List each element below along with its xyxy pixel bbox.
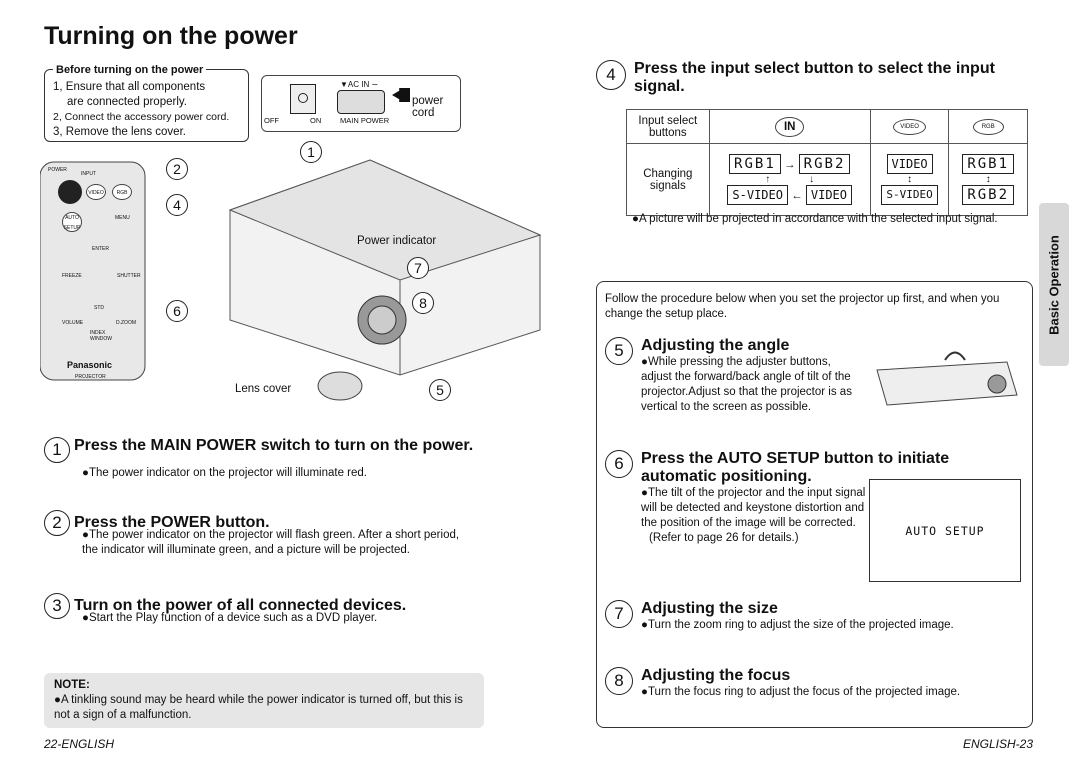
remote-auto-setup-button: AUTO SETUP bbox=[62, 212, 82, 232]
step-3 bbox=[44, 593, 474, 626]
svideo-display: S-VIDEO bbox=[727, 185, 788, 205]
remote-volume-label: VOLUME bbox=[62, 320, 84, 326]
power-indicator-label: Power indicator bbox=[357, 235, 437, 247]
angle-adjust-illustration bbox=[867, 340, 1027, 420]
step-number: 7 bbox=[605, 600, 633, 628]
page-number-right: ENGLISH-23 bbox=[962, 737, 1033, 751]
note-text: ●A tinkling sound may be heard while the power indicator is turned off, but this is not a sign of a malfunction. bbox=[54, 694, 463, 721]
step-number: 1 bbox=[44, 437, 70, 463]
step-number: 2 bbox=[44, 510, 70, 536]
step-1 bbox=[44, 437, 474, 481]
remote-menu-label: MENU bbox=[115, 215, 130, 221]
remote-enter-label: ENTER bbox=[92, 246, 109, 252]
step-7 bbox=[605, 600, 1025, 633]
step-bullet: ●The tilt of the projector and the input signal will be detected and keystone distortion and the position of the image will be corrected. bbox=[641, 487, 866, 529]
ac-inlet bbox=[337, 90, 385, 114]
step-bullet: ●The power indicator on the projector will illuminate red. bbox=[82, 467, 367, 479]
row-label: Changing signals bbox=[627, 144, 710, 216]
rgb1-display: RGB1 bbox=[729, 154, 781, 174]
step-bullet: ●Turn the zoom ring to adjust the size of the projected image. bbox=[641, 619, 954, 631]
callout-7: 7 bbox=[407, 257, 429, 279]
step-heading: Press the input select button to select the input signal. bbox=[634, 60, 995, 95]
step-number: 5 bbox=[605, 337, 633, 365]
rgb2-display: RGB2 bbox=[962, 185, 1014, 205]
power-button-icon bbox=[58, 180, 82, 204]
callout-4: 4 bbox=[166, 194, 188, 216]
step-heading: Press the MAIN POWER switch to turn on the power. bbox=[74, 437, 474, 454]
step-heading: Press the POWER button. bbox=[74, 514, 270, 531]
lens-cover-label: Lens cover bbox=[235, 383, 292, 395]
on-label: ON bbox=[310, 116, 322, 125]
note-label: NOTE: bbox=[54, 679, 90, 691]
before-item: 1, Ensure that all components bbox=[53, 81, 206, 93]
switch-rocker bbox=[290, 84, 316, 114]
before-item: 2, Connect the accessory power cord. bbox=[53, 111, 230, 123]
callout-6: 6 bbox=[166, 300, 188, 322]
step-number: 6 bbox=[605, 450, 633, 478]
step-2 bbox=[44, 510, 474, 558]
rgb-button: RGB bbox=[973, 119, 1004, 135]
step-number: 4 bbox=[596, 60, 626, 90]
step-8 bbox=[605, 667, 1025, 700]
main-power-label: MAIN POWER bbox=[340, 116, 390, 125]
side-tab-label: Basic Operation bbox=[1046, 234, 1062, 335]
remote-model-label: PROJECTOR bbox=[75, 374, 106, 380]
input-select-table: Input select buttons IN VIDEO RGB Changing signals RGB1 → RGB2 ↑ ↓ S-VIDEO ← VIDEO VIDEO ↕ S-VIDEO RGB1 ↕ RGB2 bbox=[626, 109, 1028, 216]
remote-shutter-label: SHUTTER bbox=[117, 273, 141, 279]
remote-rgb-button: RGB bbox=[112, 184, 132, 200]
step-bullet: ●While pressing the adjuster buttons, adjust the forward/back angle of tilt of the projector.Adjust so that the projector is as vertical to the screen as possible. bbox=[641, 356, 852, 413]
remote-dzoom-label: D.ZOOM bbox=[116, 320, 136, 326]
before-item: are connected properly. bbox=[67, 96, 187, 108]
main-power-switch-diagram bbox=[261, 75, 461, 132]
step-bullet: ●Start the Play function of a device such as a DVD player. bbox=[82, 612, 378, 624]
video-display: VIDEO bbox=[887, 154, 933, 174]
remote-index-window-label: INDEX WINDOW bbox=[90, 330, 112, 342]
svideo-display: S-VIDEO bbox=[881, 185, 937, 205]
auto-setup-screen: AUTO SETUP bbox=[869, 479, 1021, 582]
before-item: 3, Remove the lens cover. bbox=[53, 126, 186, 138]
remote-brand-logo: Panasonic bbox=[67, 360, 113, 370]
step-number: 3 bbox=[44, 593, 70, 619]
lens-cover-icon bbox=[318, 372, 362, 400]
step-heading: Press the AUTO SETUP button to initiate automatic positioning. bbox=[641, 450, 950, 485]
row-label: Input select buttons bbox=[627, 110, 710, 144]
step-bullet: ●Turn the focus ring to adjust the focus of the projected image. bbox=[641, 686, 961, 698]
ac-in-label: ▼AC IN ∼ bbox=[340, 80, 379, 89]
arrow-icon bbox=[392, 88, 410, 102]
intro-text: Follow the procedure below when you set the projector up first, and when you change the setup place. bbox=[605, 293, 1000, 320]
remote-freeze-label: FREEZE bbox=[62, 273, 82, 279]
video-button: VIDEO bbox=[893, 119, 926, 135]
step-4 bbox=[596, 60, 1016, 96]
remote-power-label: POWER bbox=[48, 167, 67, 173]
remote-std-label: STD bbox=[94, 305, 104, 311]
before-power-box bbox=[44, 64, 249, 142]
step-number: 8 bbox=[605, 667, 633, 695]
remote-video-button: VIDEO bbox=[86, 184, 106, 200]
step-5 bbox=[605, 337, 865, 415]
off-label: OFF bbox=[264, 116, 279, 125]
step-reference: (Refer to page 26 for details.) bbox=[649, 532, 799, 544]
step-4-bullet: ●A picture will be projected in accordance with the selected input signal. bbox=[632, 213, 998, 225]
video-display: VIDEO bbox=[806, 185, 852, 205]
in-button: IN bbox=[775, 117, 805, 137]
setup-procedure-box bbox=[596, 281, 1033, 728]
step-heading: Adjusting the size bbox=[641, 600, 778, 617]
page-title: Turning on the power bbox=[44, 22, 298, 50]
callout-8: 8 bbox=[412, 292, 434, 314]
rgb1-display: RGB1 bbox=[962, 154, 1014, 174]
section-side-tab bbox=[1039, 203, 1069, 366]
note-box bbox=[44, 673, 484, 728]
remote-input-label: INPUT bbox=[81, 171, 96, 177]
callout-5: 5 bbox=[429, 379, 451, 401]
step-bullet: ●The power indicator on the projector will flash green. After a short period, the indicator will illuminate green, and a picture will be projected. bbox=[82, 529, 460, 556]
step-heading: Adjusting the focus bbox=[641, 667, 791, 684]
power-cord-label: power cord bbox=[412, 95, 444, 119]
callout-2: 2 bbox=[166, 158, 188, 180]
step-heading: Adjusting the angle bbox=[641, 337, 790, 354]
before-legend: Before turning on the power bbox=[53, 63, 206, 78]
callout-1: 1 bbox=[300, 141, 322, 163]
step-heading: Turn on the power of all connected devices. bbox=[74, 597, 407, 614]
rgb2-display: RGB2 bbox=[799, 154, 851, 174]
page-number-left: 22-ENGLISH bbox=[44, 737, 115, 751]
